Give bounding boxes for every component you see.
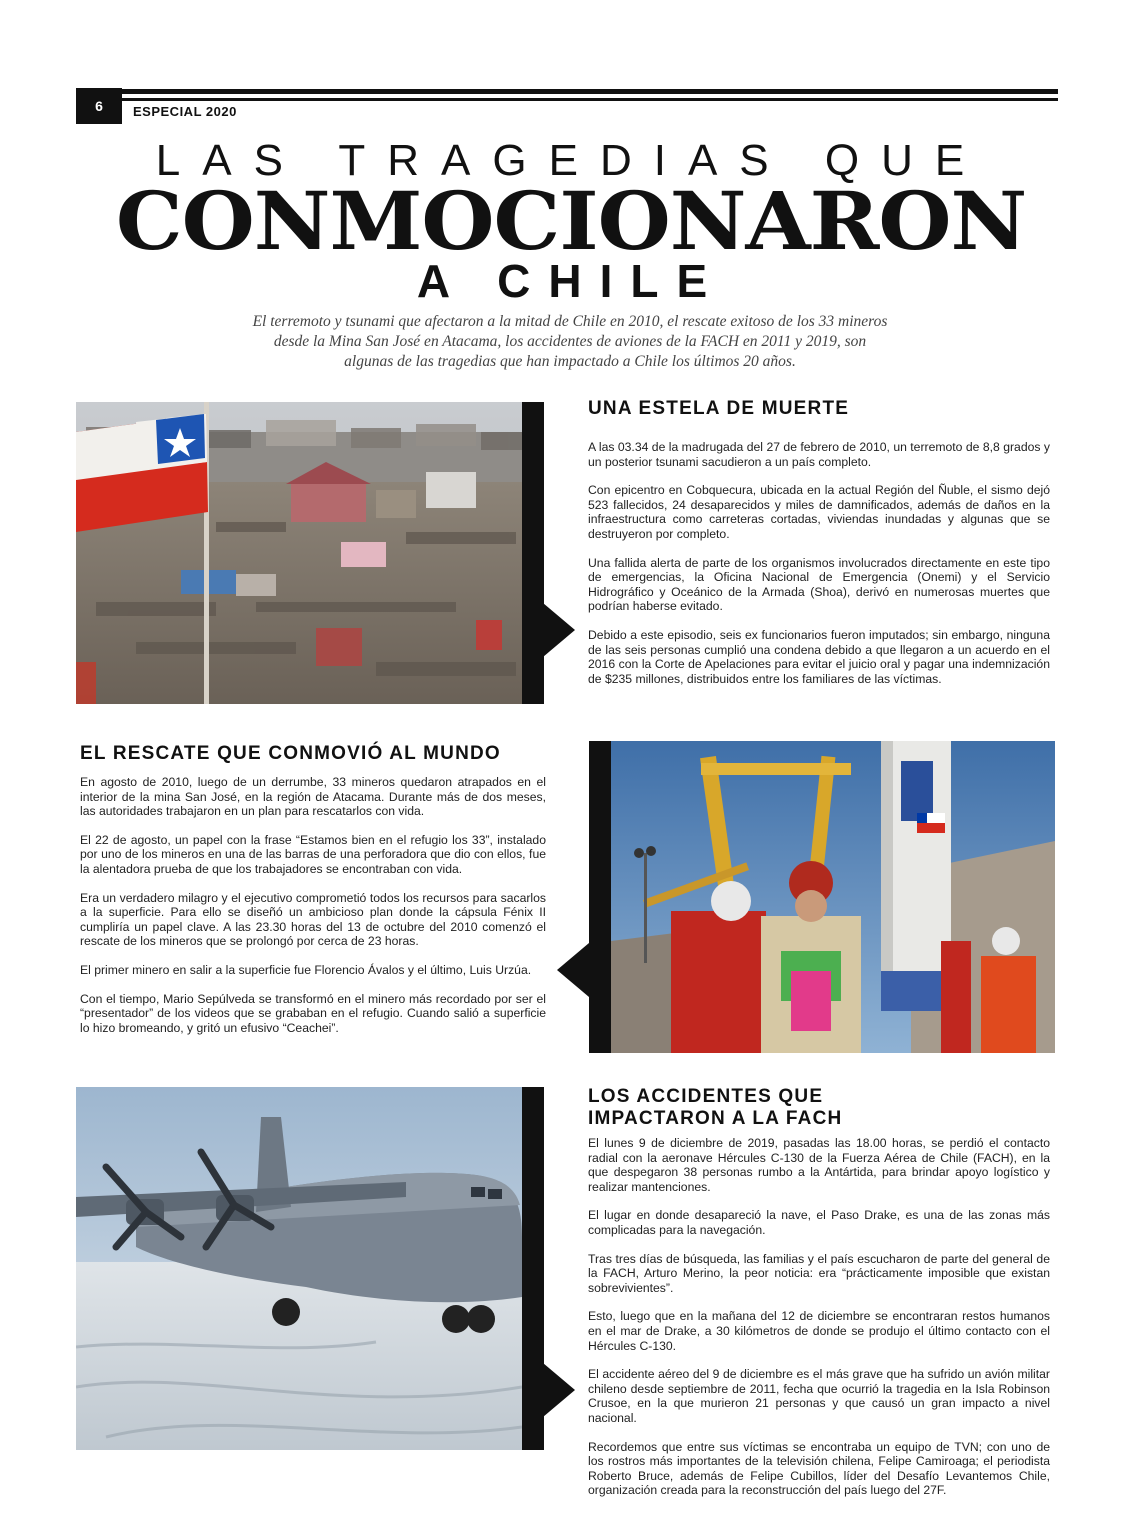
article1-paragraph: Debido a este episodio, seis ex funcionarios fueron imputados; sin embargo, ninguna de las seis personas cumplió una condena debido a que llegaron a un acuerdo en el 2016 con la Corte de Apelaciones para evitar el juicio oral y pagar una indemnización de $235 millones, distribuidos entre los familiares de las víctimas. <box>588 627 1050 686</box>
photo-tsunami-destruction <box>76 402 522 704</box>
article3-headline-line1: LOS ACCIDENTES QUE <box>588 1086 824 1107</box>
article1-body <box>588 440 1050 700</box>
article3-paragraph: Esto, luego que en la mañana del 12 de diciembre se encontraran restos humanos en el mar de Drake, a 30 kilómetros de donde se produjo el último contacto con el Hércules C-130. <box>588 1309 1050 1353</box>
article1-paragraph: Una fallida alerta de parte de los organismos involucrados directamente en este tipo de emergencias, la Oficina Nacional de Emergencia (Onemi) y el Servicio Hidrográfico y Oceánico de la Armada (Shoa), derivó en numerosas muertes que podrían haberse evitado. <box>588 555 1050 614</box>
photo1-side-bar <box>522 402 544 704</box>
article2-headline: EL RESCATE QUE CONMOVIÓ AL MUNDO <box>80 743 501 764</box>
article1-headline: UNA ESTELA DE MUERTE <box>588 398 850 419</box>
title-line-3: A CHILE <box>416 255 726 307</box>
article3-paragraph: El lugar en donde desapareció la nave, el Paso Drake, es una de las zonas más complicadas para la navegación. <box>588 1208 1050 1237</box>
header-rule-thin <box>122 98 1058 101</box>
photo3-arrow-icon <box>543 1363 575 1417</box>
section-label: ESPECIAL 2020 <box>133 104 237 119</box>
article2-paragraph: En agosto de 2010, luego de un derrumbe, 33 mineros quedaron atrapados en el interior de la mina San José, en la región de Atacama. Durante más de dos meses, las autoridades trabajaron en un plan para rescatarlos con vida. <box>80 775 546 819</box>
article3-paragraph: El accidente aéreo del 9 de diciembre es el más grave que ha sufrido un avión militar chileno desde septiembre de 2011, fecha que ocurrió la tragedia en la Isla Robinson Crusoe, en la que murieron 21 personas y que causó un gran impacto a nivel nacional. <box>588 1367 1050 1425</box>
page-number: 6 <box>76 88 122 124</box>
article2-paragraph: Era un verdadero milagro y el ejecutivo comprometió todos los recursos para sacarlos a la superficie. Para ello se diseñó un ambicioso plan donde la cápsula Fénix II cumpliría un papel clave. A las 23.30 horas del 13 de octubre del 2010 comenzó el rescate de los mineros que se prolongó por cerca de 23 horas. <box>80 890 546 949</box>
article2-paragraph: El primer minero en salir a la superficie fue Florencio Ávalos y el último, Luis Urzúa. <box>80 962 532 977</box>
article3-headline-line2: IMPACTARON A LA FACH <box>588 1108 843 1129</box>
article2-paragraph: Con el tiempo, Mario Sepúlveda se transformó en el minero más recordado por ser el “presentador” de los videos que se grababan en el refugio. Cuando salió a superficie lo hizo bromeando, y gritó un efusivo “Ceachei”. <box>80 991 546 1035</box>
article1-paragraph: Con epicentro en Cobquecura, ubicada en la actual Región del Ñuble, el sismo dejó 523 fallecidos, 24 desaparecidos y miles de damnificados, además de daños en la infraestructura como carreteras cortadas, viviendas inundadas y algunas que se destruyeron por completo. <box>588 483 1050 541</box>
header-rule-thick <box>122 89 1058 94</box>
article2-paragraph: El 22 de agosto, un papel con la frase “Estamos bien en el refugio los 33”, instalado por uno de los mineros en una de las barras de una perforadora que dio con ellos, fue la alentadora prueba de que los trabajadores se encontraban con vida. <box>80 832 546 876</box>
article3-paragraph: Recordemos que entre sus víctimas se encontraba un equipo de TVN; con uno de los rostros más importantes de la televisión chilena, Felipe Camiroaga; el periodista Roberto Bruce, además de Felipe Cubillos, líder del Desafío Levantemos Chile, organización creada para la reconstrucción del país luego del 27F. <box>588 1439 1050 1498</box>
article1-paragraph: A las 03.34 de la madrugada del 27 de febrero de 2010, un terremoto de 8,8 grados y un posterior tsunami sacudieron a un país completo. <box>588 440 1050 469</box>
article3-paragraph: Tras tres días de búsqueda, las familias y el país escucharon de parte del general de la FACH, Arturo Merino, la peor noticia: era “prácticamente imposible que existan sobrevivientes”. <box>588 1251 1050 1295</box>
photo3-side-bar <box>522 1087 544 1450</box>
photo1-arrow-icon <box>543 603 575 657</box>
photo-mine-rescue <box>611 741 1055 1053</box>
photo2-side-bar <box>589 741 611 1053</box>
photo2-arrow-icon <box>557 943 589 997</box>
article3-headline <box>588 1086 842 1130</box>
title-main: CONMOCIONARON <box>115 174 1027 268</box>
article2-body <box>80 775 546 1049</box>
title-line-1: LAS TRAGEDIAS QUE <box>155 136 987 185</box>
photo-hercules-plane <box>76 1087 522 1450</box>
article3-paragraph: El lunes 9 de diciembre de 2019, pasadas las 18.00 horas, se perdió el contacto radial con la aeronave Hércules C-130 de la Fuerza Aérea de Chile (FACH), en la que despegaron 38 personas rumbo a la Antártida, para brindar apoyo logístico y realizar mantenciones. <box>588 1136 1050 1194</box>
intro-text: El terremoto y tsunami que afectaron a la mitad de Chile en 2010, el rescate exitoso de los 33 mineros desde la Mina San José en Atacama, los accidentes de aviones de la FACH en 2011 y 2019, son algunas de las tragedias que han impactado a Chile los últimos 20 años. <box>252 313 888 370</box>
article3-body <box>588 1136 1050 1512</box>
